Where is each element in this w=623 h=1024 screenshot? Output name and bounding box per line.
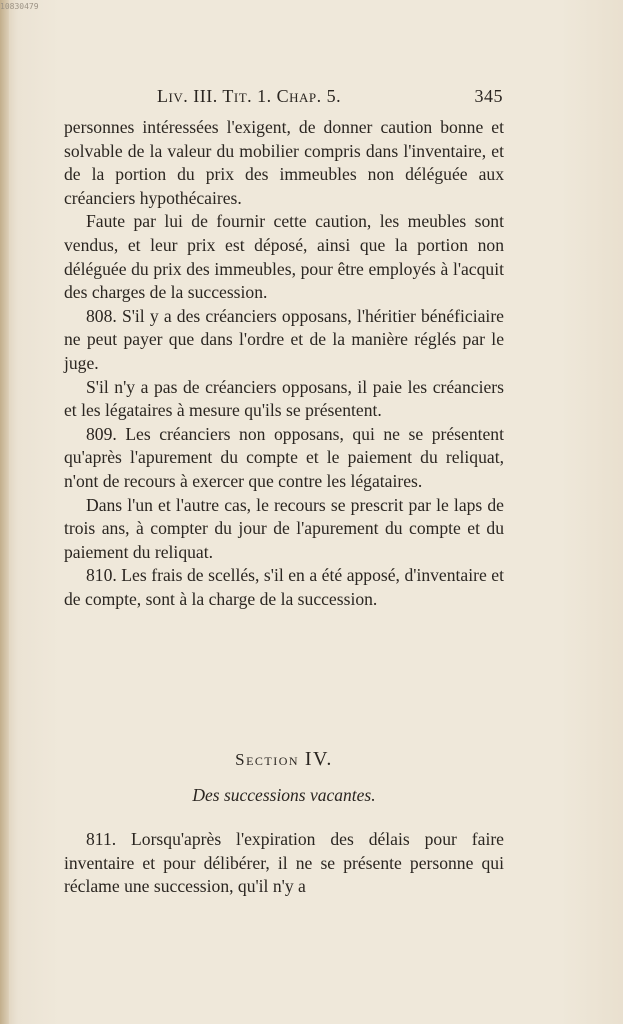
page-binding-edge (0, 0, 9, 1024)
paragraph: Dans l'un et l'autre cas, le recours se prescrit par le laps de trois ans, à compter du jour de l'apurement du compte et du paiement du reliquat. (64, 494, 504, 562)
section-heading (64, 748, 504, 771)
paragraph-article-809: 809. Les créanciers non opposans, qui ne se présentent qu'après l'apurement du compte et le paiement du reliquat, n'ont de recours à exercer que contre les légataires. (64, 423, 504, 491)
paragraph: personnes intéressées l'exigent, de donner caution bonne et solvable de la valeur du mobilier compris dans l'inventaire, et de la portion du prix des immeubles non déléguée aux créanciers hypothécaires. (64, 117, 504, 208)
paragraph: Faute par lui de fournir cette caution, les meubles sont vendus, et leur prix est déposé, ainsi que la portion non déléguée du prix des immeubles, pour être employés à l'acquit des charges de la succession. (64, 211, 504, 303)
body-text (64, 116, 504, 611)
paragraph-article-810: 810. Les frais de scellés, s'il en a été apposé, d'inventaire et de compte, sont à la charge de la succession. (64, 565, 504, 609)
paragraph: S'il n'y a pas de créanciers opposans, il paie les créanciers et les légataires à mesure qu'ils se présentent. (64, 376, 504, 421)
section-title: Des successions vacantes. (192, 785, 376, 805)
section-number: IV. (304, 748, 333, 770)
running-head (157, 86, 503, 110)
page-number: 345 (474, 86, 503, 106)
library-stamp: 10830479 (0, 2, 39, 11)
running-title: Liv. III. Tit. 1. Chap. 5. (157, 86, 342, 106)
paragraph-article-811: 811. Lorsqu'après l'expiration des délais pour faire inventaire et pour délibérer, il ne se présente personne qui réclame une succession, qu'il n'y a (64, 829, 504, 897)
paragraph-article-808: 808. S'il y a des créanciers opposans, l'héritier bénéficiaire ne peut payer que dans l'ordre et de la manière réglés par le juge. (64, 305, 504, 373)
body-text-continued (64, 828, 504, 899)
section-label: Section (235, 750, 300, 769)
